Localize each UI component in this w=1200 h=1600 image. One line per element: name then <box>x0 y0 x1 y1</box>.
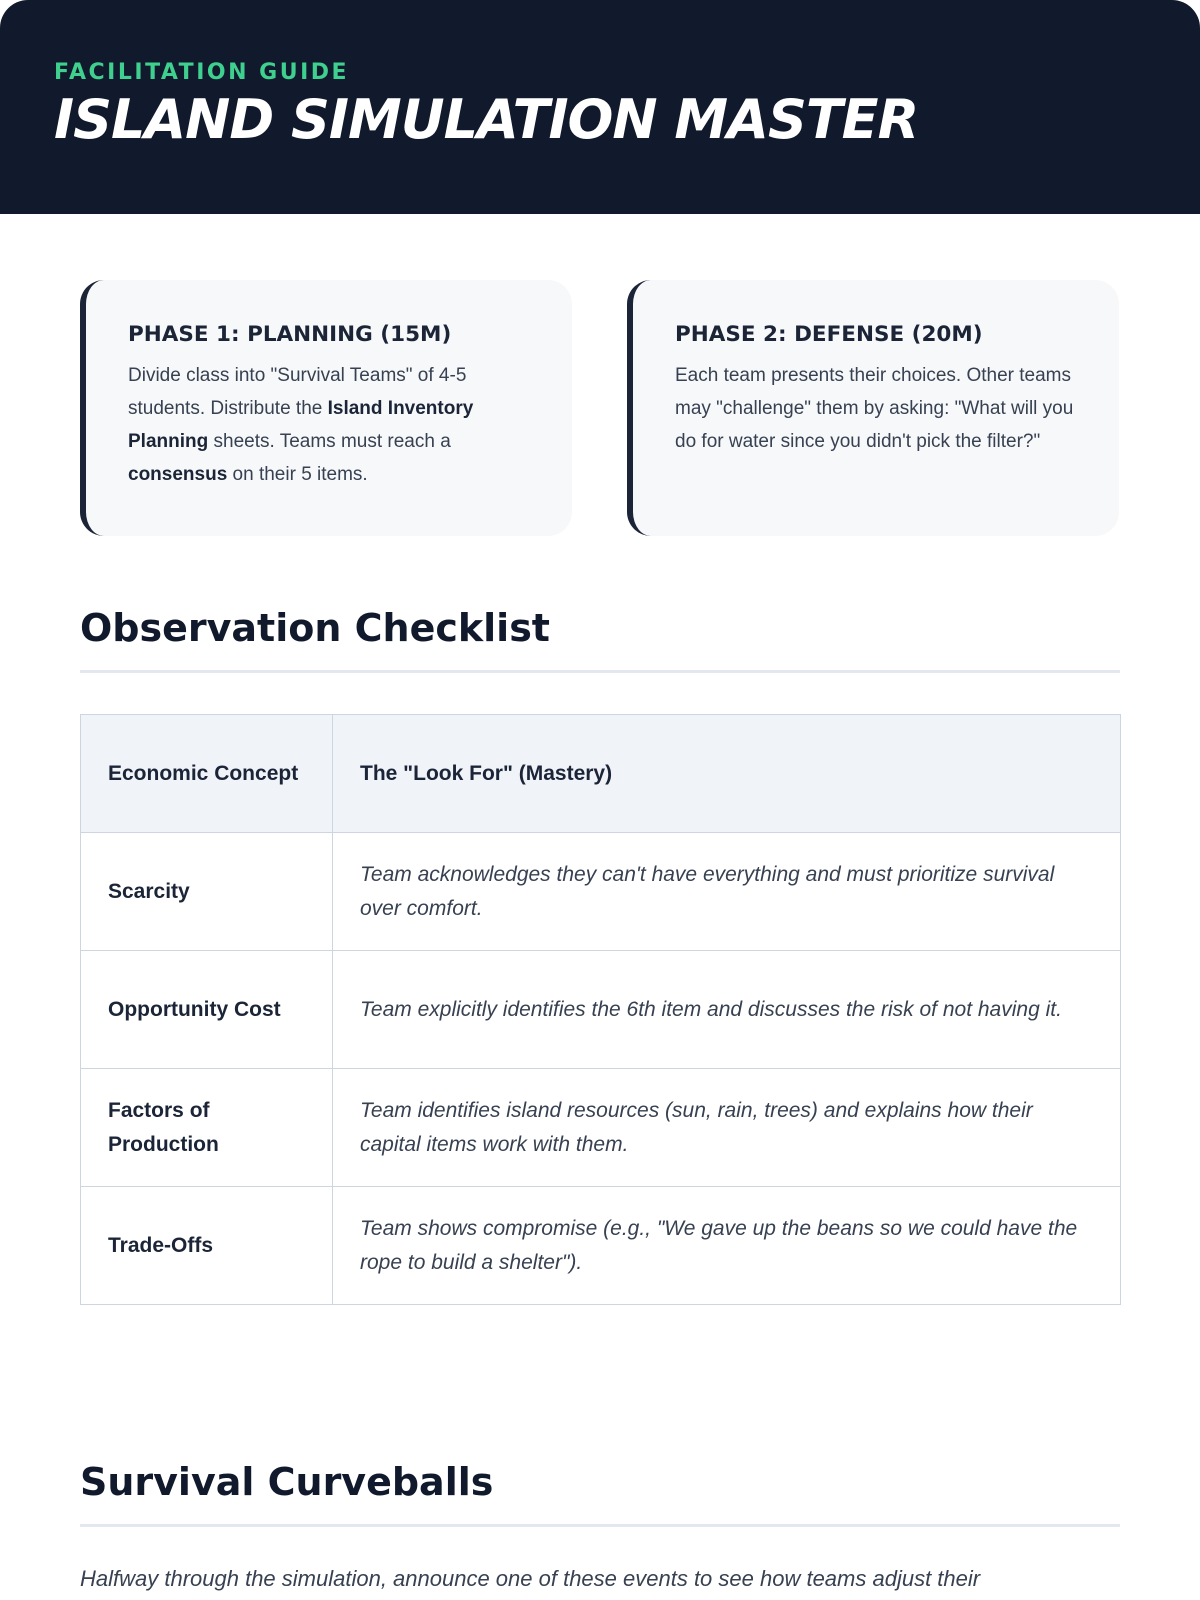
phase-1-title: PHASE 1: PLANNING (15M) <box>128 322 452 347</box>
table-row <box>81 1187 1121 1305</box>
table-row <box>81 951 1121 1069</box>
phase-1-body <box>128 359 536 491</box>
concept-cell: Opportunity Cost <box>81 951 333 1069</box>
column-header-look-for: The "Look For" (Mastery) <box>333 715 1121 833</box>
guide-eyebrow: FACILITATION GUIDE <box>54 60 350 85</box>
concept-cell: Factors of Production <box>81 1069 333 1187</box>
phase-1-text-c: sheets. Teams must reach a <box>208 431 451 452</box>
phase-2-body <box>675 359 1083 458</box>
observation-checklist-heading: Observation Checklist <box>80 606 550 650</box>
observation-checklist-table <box>80 714 1121 1305</box>
look-for-cell: Team explicitly identifies the 6th item and discusses the risk of not having it. <box>333 951 1121 1069</box>
phase-2-title: PHASE 2: DEFENSE (20M) <box>675 322 983 347</box>
phase-2-card <box>627 280 1119 536</box>
table-row <box>81 1069 1121 1187</box>
guide-title: ISLAND SIMULATION MASTER <box>54 88 919 151</box>
phase-1-text-a: Divide class into "Survival Teams" of 4-5 students. Distribute the <box>128 365 467 419</box>
table-row <box>81 833 1121 951</box>
section-divider <box>80 670 1120 673</box>
concept-cell: Scarcity <box>81 833 333 951</box>
look-for-cell: Team shows compromise (e.g., "We gave up the beans so we could have the rope to build a shelter"). <box>333 1187 1121 1305</box>
curveballs-intro: Halfway through the simulation, announce one of these events to see how teams adjust their <box>80 1566 981 1591</box>
phase-1-text-d: consensus <box>128 464 228 485</box>
concept-cell: Trade-Offs <box>81 1187 333 1305</box>
guide-header <box>0 0 1200 214</box>
phase-1-text-b: Island Inventory Planning <box>128 398 474 452</box>
phase-1-text-e: on their 5 items. <box>227 464 368 485</box>
survival-curveballs-heading: Survival Curveballs <box>80 1460 494 1504</box>
table-header-row <box>81 715 1121 833</box>
column-header-concept: Economic Concept <box>81 715 333 833</box>
section-divider <box>80 1524 1120 1527</box>
phase-1-card <box>80 280 572 536</box>
phase-2-text: Each team presents their choices. Other teams may "challenge" them by asking: "What will you do for water since you didn't pick the filter?" <box>675 365 1074 452</box>
look-for-cell: Team identifies island resources (sun, rain, trees) and explains how their capital items work with them. <box>333 1069 1121 1187</box>
look-for-cell: Team acknowledges they can't have everything and must prioritize survival over comfort. <box>333 833 1121 951</box>
